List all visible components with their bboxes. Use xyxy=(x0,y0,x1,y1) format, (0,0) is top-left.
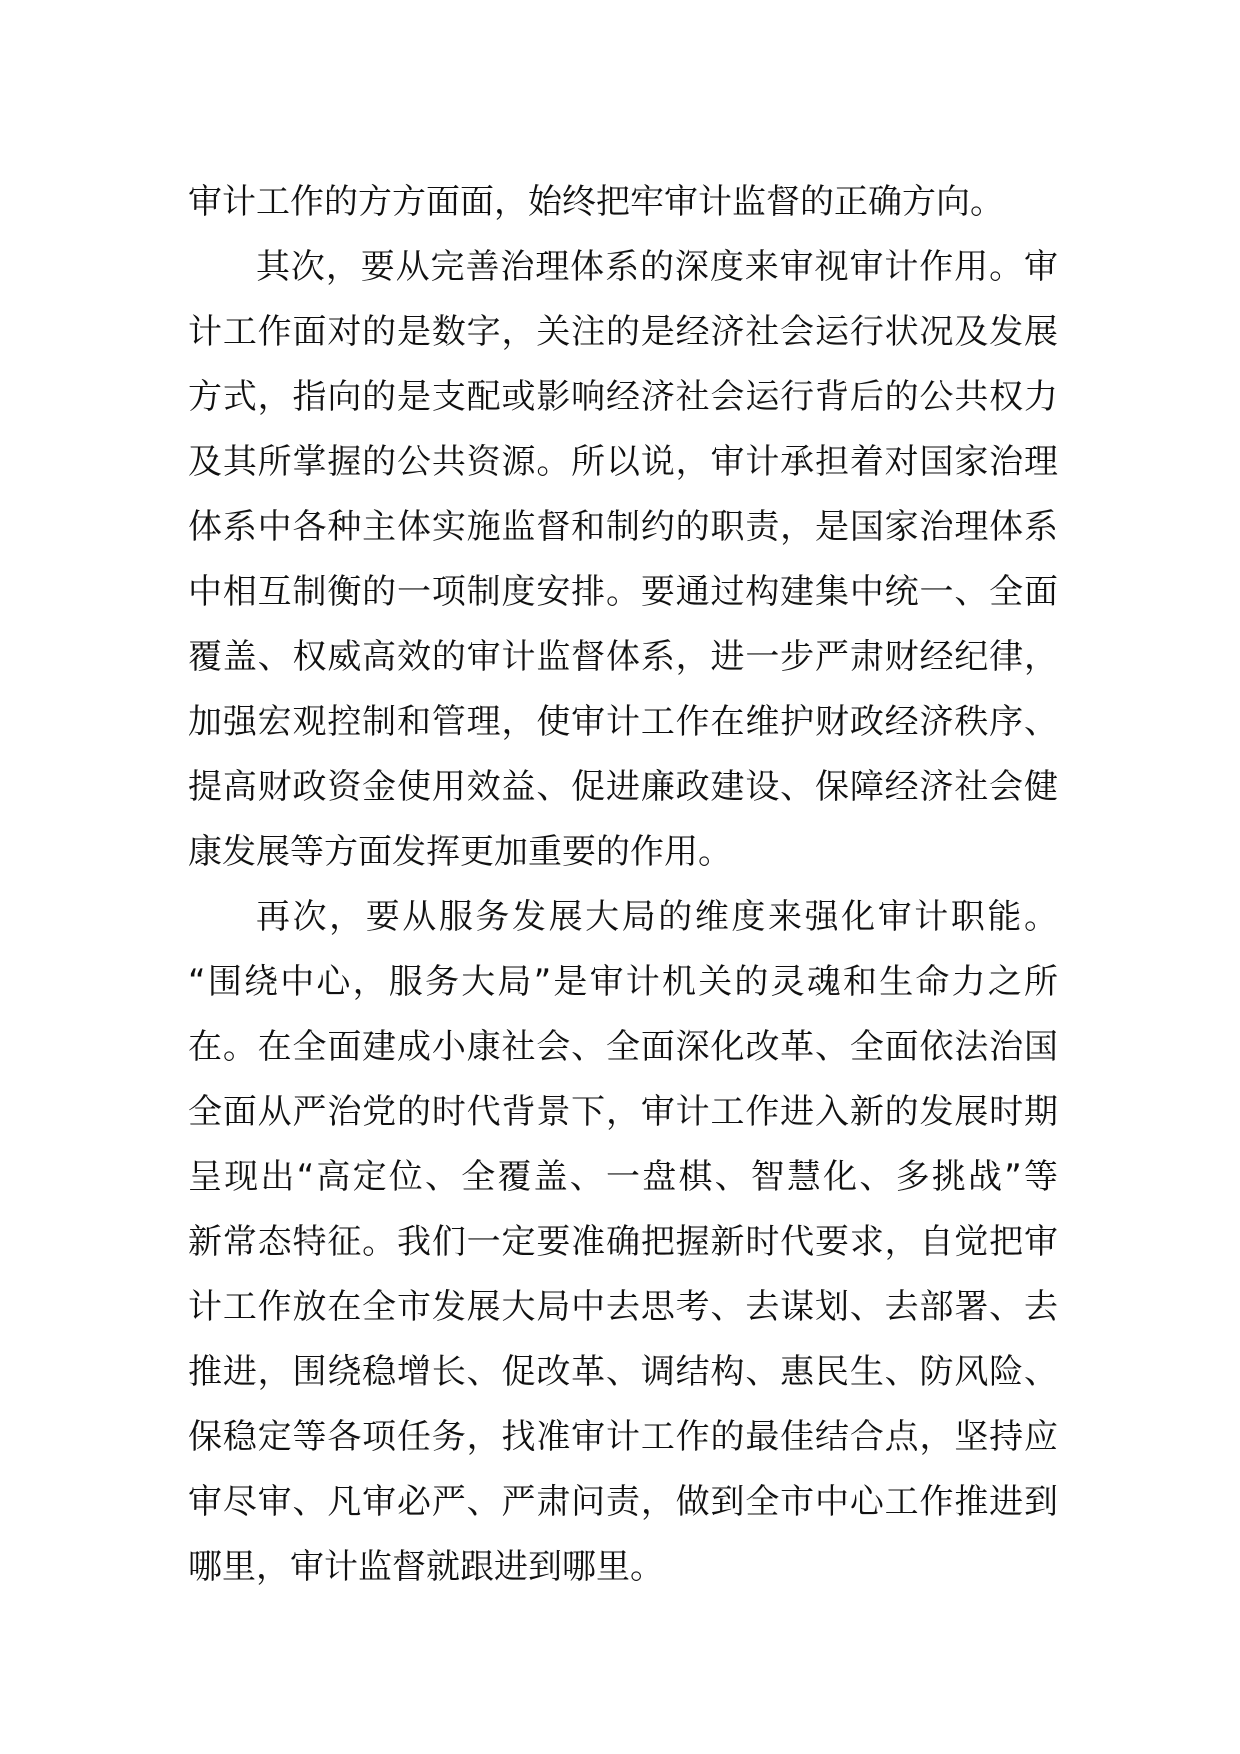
text-line: 推进，围绕稳增长、促改革、调结构、惠民生、防风险、 xyxy=(188,1352,1058,1392)
text-line: 保稳定等各项任务，找准审计工作的最佳结合点，坚持应 xyxy=(188,1417,1058,1457)
text-line: 及其所掌握的公共资源。所以说，审计承担着对国家治理 xyxy=(188,442,1058,482)
text-line: 再次，要从服务发展大局的维度来强化审计职能。 xyxy=(256,897,1058,937)
text-line: 计工作面对的是数字，关注的是经济社会运行状况及发展 xyxy=(188,312,1058,352)
text-line: 哪里，审计监督就跟进到哪里。 xyxy=(188,1547,664,1587)
text-line: 呈现出“高定位、全覆盖、一盘棋、智慧化、多挑战”等 xyxy=(188,1157,1058,1197)
text-line: 加强宏观控制和管理，使审计工作在维护财政经济秩序、 xyxy=(188,702,1058,742)
text-line: 提高财政资金使用效益、促进廉政建设、保障经济社会健 xyxy=(188,767,1058,807)
text-line: 中相互制衡的一项制度安排。要通过构建集中统一、全面 xyxy=(188,572,1058,612)
text-line: 康发展等方面发挥更加重要的作用。 xyxy=(188,832,732,872)
text-line: 新常态特征。我们一定要准确把握新时代要求，自觉把审 xyxy=(188,1222,1058,1262)
text-line: 在。在全面建成小康社会、全面深化改革、全面依法治国 xyxy=(188,1027,1058,1067)
text-line: 审计工作的方方面面，始终把牢审计监督的正确方向。 xyxy=(188,182,1004,222)
text-line: 方式，指向的是支配或影响经济社会运行背后的公共权力 xyxy=(188,377,1058,417)
text-line: “围绕中心，服务大局”是审计机关的灵魂和生命力之所 xyxy=(188,962,1058,1002)
text-line: 覆盖、权威高效的审计监督体系，进一步严肃财经纪律， xyxy=(188,637,1058,677)
text-line: 体系中各种主体实施监督和制约的职责，是国家治理体系 xyxy=(188,507,1058,547)
body-text xyxy=(188,170,1058,1600)
text-line: 全面从严治党的时代背景下，审计工作进入新的发展时期 xyxy=(188,1092,1058,1132)
text-line: 审尽审、凡审必严、严肃问责，做到全市中心工作推进到 xyxy=(188,1482,1058,1522)
text-line: 其次，要从完善治理体系的深度来审视审计作用。审 xyxy=(256,247,1058,287)
text-line: 计工作放在全市发展大局中去思考、去谋划、去部署、去 xyxy=(188,1287,1058,1327)
